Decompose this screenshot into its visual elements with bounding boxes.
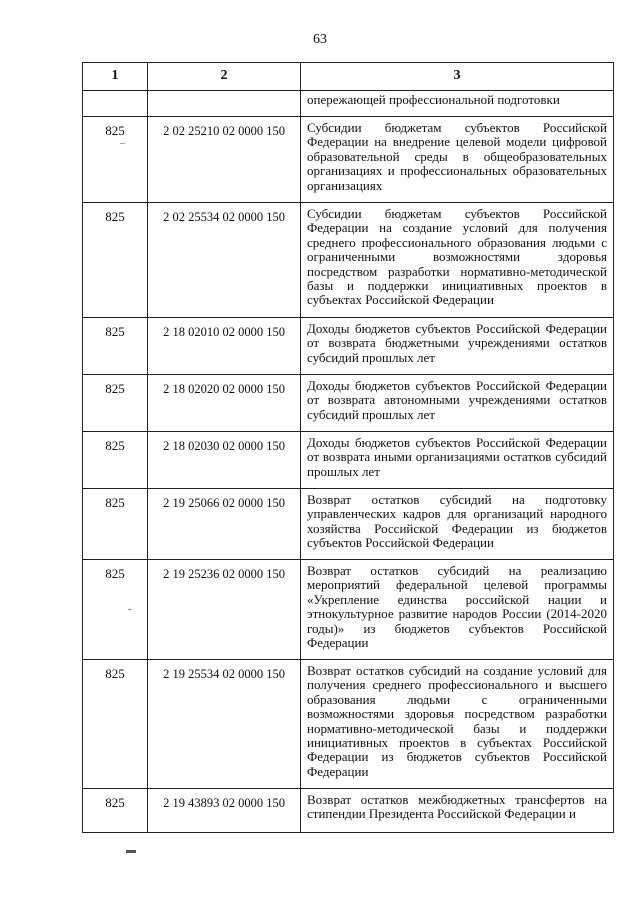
description-text: Доходы бюджетов субъектов Российской Федерации от возврата автономными учреждениями остатков субсидий прошлых лет	[307, 378, 607, 422]
scan-dash-mark: –	[120, 138, 125, 149]
description-text: Возврат остатков межбюджетных трансфертов на стипендии Президента Российской Федерации и	[307, 792, 607, 822]
description-text: Возврат остатков субсидий на создание условий для получения среднего профессионального и высшего образования людьми с ограниченными возможностями здоровья посредством разработки нормативно-методической базы и поддержки инициативных проектов в субъектах Российской Федерации из бюджетов субъектов Российской Федерации	[307, 663, 607, 779]
revenue-code-cell: 2 19 25534 02 0000 150	[148, 660, 301, 789]
description-cell	[301, 375, 614, 432]
header-col-2: 2	[148, 63, 301, 91]
header-col-3: 3	[301, 63, 614, 91]
admin-code-cell: 825	[83, 560, 148, 660]
admin-code-cell: 825	[83, 489, 148, 560]
description-cell	[301, 432, 614, 489]
admin-code-cell: 825	[83, 660, 148, 789]
revenue-code-cell: 2 18 02020 02 0000 150	[148, 375, 301, 432]
revenue-code-cell	[148, 91, 301, 117]
description-cell	[301, 91, 614, 117]
revenue-code-cell: 2 18 02010 02 0000 150	[148, 318, 301, 375]
revenue-code-cell: 2 02 25534 02 0000 150	[148, 203, 301, 318]
admin-code-cell: 825	[83, 375, 148, 432]
description-text: Субсидии бюджетам субъектов Российской Федерации на внедрение целевой модели цифровой образовательной среды в общеобразовательных организациях и профессиональных образовательных организациях	[307, 120, 607, 193]
table-row	[83, 660, 614, 789]
revenue-codes-table	[82, 62, 614, 833]
description-cell	[301, 789, 614, 833]
admin-code-cell: 825	[83, 318, 148, 375]
revenue-code-cell: 2 19 43893 02 0000 150	[148, 789, 301, 833]
table-row	[83, 560, 614, 660]
description-cell	[301, 660, 614, 789]
scan-dash-mark: ▬	[126, 845, 136, 856]
revenue-code-cell: 2 18 02030 02 0000 150	[148, 432, 301, 489]
admin-code-cell: 825	[83, 432, 148, 489]
description-text: Возврат остатков субсидий на реализацию мероприятий федеральной целевой программы «Укрепление единства российской нации и этнокультурное развитие народов России (2014-2020 годы)» из бюджетов субъектов Российской Федерации	[307, 563, 607, 651]
table-row	[83, 117, 614, 203]
description-text: опережающей профессиональной подготовки	[307, 92, 560, 107]
description-cell	[301, 117, 614, 203]
revenue-code-cell: 2 02 25210 02 0000 150	[148, 117, 301, 203]
header-col-1: 1	[83, 63, 148, 91]
description-text: Субсидии бюджетам субъектов Российской Федерации на создание условий для получения среднего профессионального образования людьми с ограниченными возможностями здоровья посредством разработки нормативно-методической базы и поддержки инициативных проектов в субъектах Российской Федерации	[307, 206, 607, 308]
admin-code-cell	[83, 91, 148, 117]
table-row	[83, 789, 614, 833]
table-row	[83, 203, 614, 318]
admin-code-cell: 825	[83, 789, 148, 833]
description-text: Доходы бюджетов субъектов Российской Федерации от возврата бюджетными учреждениями остатков субсидий прошлых лет	[307, 321, 607, 365]
page-number: 63	[313, 32, 327, 47]
revenue-code-cell: 2 19 25066 02 0000 150	[148, 489, 301, 560]
admin-code-cell: 825	[83, 203, 148, 318]
description-cell	[301, 489, 614, 560]
description-cell	[301, 318, 614, 375]
admin-code-cell: 825	[83, 117, 148, 203]
table-row	[83, 318, 614, 375]
description-text: Возврат остатков субсидий на подготовку управленческих кадров для организаций народного хозяйства Российской Федерации из бюджетов субъектов Российской Федерации	[307, 492, 607, 551]
revenue-code-cell: 2 19 25236 02 0000 150	[148, 560, 301, 660]
scan-dash-mark: -	[128, 604, 132, 615]
description-text: Доходы бюджетов субъектов Российской Федерации от возврата иными организациями остатков субсидий прошлых лет	[307, 435, 607, 479]
table-row	[83, 489, 614, 560]
description-cell	[301, 560, 614, 660]
table-header-row	[83, 63, 614, 91]
table-row	[83, 432, 614, 489]
table-row	[83, 375, 614, 432]
table-row	[83, 91, 614, 117]
description-cell	[301, 203, 614, 318]
